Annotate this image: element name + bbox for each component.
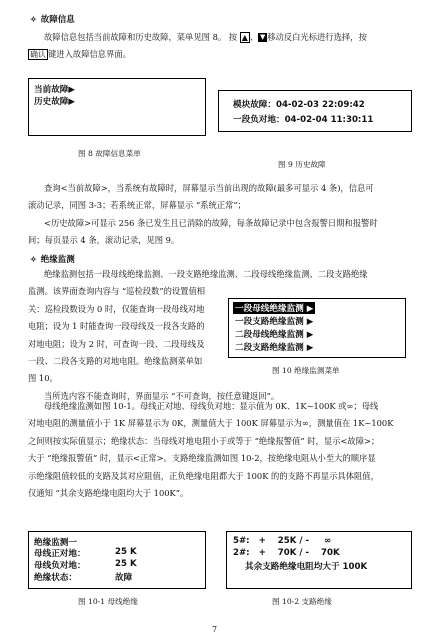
text-segment: 移动反白光标进行选择，按 bbox=[267, 32, 367, 42]
text-line: 电阻；设为 1 时能查询一段母线及一段各支路的 bbox=[28, 321, 205, 332]
menu-item-current-fault: 当前故障▶ bbox=[34, 85, 75, 95]
figure-caption: 图 8 故障信息菜单 bbox=[78, 149, 141, 158]
screen-title: 绝缘监测一 bbox=[34, 538, 77, 548]
bus-insulation-screen bbox=[28, 531, 206, 589]
menu-item-selected: 一段母线绝缘监测 ▶ bbox=[235, 304, 314, 314]
section-title: 绝缘监测 bbox=[40, 255, 75, 265]
history-fault-screen bbox=[218, 90, 412, 132]
figure-caption: 图 10-2 支路绝缘 bbox=[272, 597, 332, 606]
text-line: 图 10。 bbox=[28, 373, 58, 384]
branch-row: 2#: + 70K / - 70K bbox=[233, 548, 340, 558]
text-line: 示绝缘阻值较低的支路及其对应阻值，正负绝缘电阻都大于 100K 的的支路不再显示具体阻值， bbox=[28, 470, 379, 481]
insulation-status-label: 绝缘状态： bbox=[34, 573, 77, 583]
insulation-menu-screen bbox=[228, 298, 406, 358]
diamond-bullet-icon: ✧ bbox=[30, 254, 37, 264]
text-line: 查询<当前故障>，当系统有故障时，屏幕显示当前出现的故障(最多可显示 4 条)，信息可 bbox=[44, 183, 374, 193]
text-line: 监测。该界面查询内容与 “巡检段数”的设置值相 bbox=[28, 286, 206, 297]
section-heading-insulation bbox=[30, 254, 75, 266]
text-segment: 键进入故障信息界面。 bbox=[48, 49, 131, 59]
text-line: 对地电阻的测量值小于 1K 屏幕显示为 0K，测量值大于 100K 屏幕显示为∞，测量值在 1K~100K bbox=[28, 418, 394, 429]
bus-negative-value: 25 K bbox=[115, 559, 137, 569]
text-line: 绝缘监测包括一段母线绝缘监测、一段支路绝缘监测、二段母线绝缘监测、二段支路绝缘 bbox=[44, 269, 368, 279]
up-key-icon: ▲ bbox=[241, 33, 248, 42]
bus-positive-value: 25 K bbox=[115, 547, 137, 557]
page-number: 7 bbox=[212, 625, 218, 634]
ok-key-box: 确认 bbox=[30, 50, 46, 59]
bus-positive-label: 母线正对地： bbox=[34, 549, 86, 559]
text-line: 对地电阻；设为 2 时，可查询一段、二段母线及 bbox=[28, 338, 205, 349]
menu-item: 二段母线绝缘监测 ▶ bbox=[235, 330, 314, 340]
bus-insulation-paragraph bbox=[28, 398, 393, 502]
branch-insulation-screen bbox=[226, 531, 412, 589]
text-segment: 故障信息包括当前故障和历史故障，菜单见图 8。 按 bbox=[44, 32, 238, 42]
section-heading-fault-info bbox=[30, 14, 75, 26]
text-line: 仅通知 “其余支路绝缘电阻均大于 100K”。 bbox=[28, 488, 189, 499]
fault-info-paragraph-2 bbox=[28, 46, 131, 63]
text-line: 之间则按实际值显示；绝缘状态：当母线对地电阻小于或等于 “绝缘报警值” 时，显示<故障>； bbox=[28, 435, 380, 446]
text-line: 滚动记录，同图 3-3；若系统正常，屏幕显示 “系统正常”； bbox=[28, 200, 246, 211]
text-line: 当所选内容不能查询时，界面显示 “不可查询，按任意键返回”。 bbox=[44, 390, 280, 401]
figure-caption: 图 10 绝缘监测菜单 bbox=[272, 366, 340, 375]
text-line: 关：巡检段数设为 0 时，仅能查询一段母线对地 bbox=[28, 303, 205, 314]
fault-info-menu-screen bbox=[28, 78, 206, 136]
figure-caption: 图 10-1 母线绝缘 bbox=[78, 597, 138, 606]
diamond-bullet-icon: ✧ bbox=[30, 14, 37, 24]
branch-note: 其余支路绝缘电阻均大于 100K bbox=[245, 562, 368, 572]
figure-caption: 图 9 历史故障 bbox=[278, 160, 326, 169]
text-line: <历史故障>可显示 256 条已发生且已消除的故障，每条故障记录中包含报警日期和报警时 bbox=[44, 217, 378, 228]
text-segment: 、 bbox=[249, 32, 259, 42]
current-fault-paragraph bbox=[28, 180, 378, 250]
history-fault-row: 一段负对地：04-02-04 11:30:11 bbox=[233, 115, 374, 125]
text-line: 大于 “绝缘报警值” 时，显示<正常>。支路绝缘监测如图 10-2，按绝缘电阻从小至大的顺序显 bbox=[28, 453, 376, 464]
menu-item-history-fault: 历史故障▶ bbox=[34, 97, 75, 107]
fault-info-paragraph bbox=[44, 29, 367, 46]
section-title: 故障信息 bbox=[40, 15, 75, 25]
text-line: 母线绝缘监测如图 10-1。母线正对地、母线负对地：显示值为 0K、1K~100K 或∞；母线 bbox=[44, 401, 379, 411]
text-line: 间；每页显示 4 条，滚动记录，见图 9。 bbox=[28, 235, 180, 246]
down-key-icon: ▼ bbox=[260, 33, 266, 41]
branch-row: 5#: + 25K / - ∞ bbox=[233, 536, 332, 546]
insulation-status-value: 故障 bbox=[115, 573, 133, 583]
text-line: 一段、二段各支路的对地电阻。绝缘监测菜单如 bbox=[28, 356, 203, 367]
bus-negative-label: 母线负对地： bbox=[34, 561, 86, 571]
menu-item: 二段支路绝缘监测 ▶ bbox=[235, 343, 314, 353]
history-fault-row: 模块故障：04-02-03 22:09:42 bbox=[233, 100, 365, 110]
menu-item: 一段支路绝缘监测 ▶ bbox=[235, 317, 314, 327]
